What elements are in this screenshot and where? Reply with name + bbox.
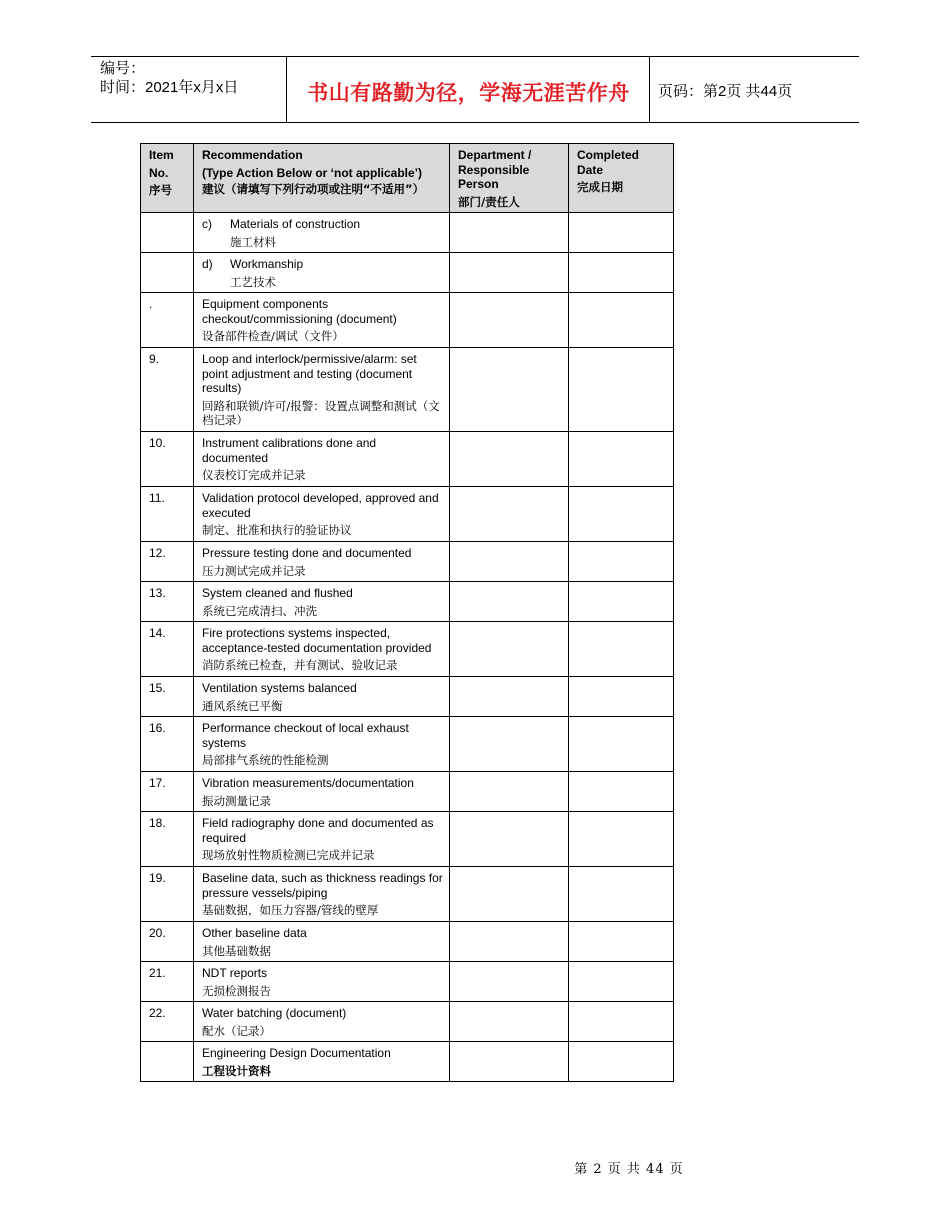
department-cell[interactable] [450, 1002, 569, 1042]
recommendation-cell [194, 542, 450, 582]
recommendation-english: Validation protocol developed, approved and executed [202, 491, 439, 520]
table-row [141, 867, 674, 922]
completed-date-cell[interactable] [569, 582, 674, 622]
recommendation-chinese: 无损检测报告 [202, 983, 271, 998]
recommendation-cell [194, 867, 450, 922]
item-number-cell [141, 213, 194, 253]
recommendation-cell [194, 1002, 450, 1042]
department-cell[interactable] [450, 293, 569, 348]
completed-date-cell[interactable] [569, 962, 674, 1002]
recommendation-cell [194, 293, 450, 348]
completed-date-cell[interactable] [569, 253, 674, 293]
completed-date-cell[interactable] [569, 348, 674, 432]
table-row [141, 213, 674, 253]
recommendation-english: NDT reports [202, 966, 268, 980]
table-row [141, 1002, 674, 1042]
item-number-cell: 21. [141, 962, 194, 1002]
department-cell[interactable] [450, 1042, 569, 1082]
item-number-cell: 15. [141, 677, 194, 717]
department-cell[interactable] [450, 962, 569, 1002]
recommendation-chinese: 工程设计资料 [202, 1063, 271, 1078]
recommendation-chinese: 消防系统已检查，并有测试、验收记录 [202, 658, 398, 672]
table-row [141, 622, 674, 677]
recommendation-english: Instrument calibrations done and documented [202, 436, 377, 465]
recommendation-chinese: 仪表校订完成并记录 [202, 468, 306, 482]
item-number-cell: 19. [141, 867, 194, 922]
recommendation-english: Pressure testing done and documented [202, 546, 412, 560]
department-cell[interactable] [450, 622, 569, 677]
sub-item-letter: c) [202, 217, 212, 231]
table-row [141, 542, 674, 582]
table-row [141, 348, 674, 432]
recommendation-cell [194, 348, 450, 432]
recommendation-chinese: 配水（记录） [202, 1023, 271, 1038]
department-cell[interactable] [450, 772, 569, 812]
table-row [141, 717, 674, 772]
table-row [141, 772, 674, 812]
recommendation-english: Ventilation systems balanced [202, 681, 357, 695]
recommendation-chinese: 施工材料 [230, 234, 276, 249]
item-number-cell: 9. [141, 348, 194, 432]
department-cell[interactable] [450, 867, 569, 922]
header-department: Department / Responsible Person 部门/责任人 [450, 144, 569, 213]
table-row [141, 812, 674, 867]
item-number-cell: 13. [141, 582, 194, 622]
recommendation-cell [194, 213, 450, 253]
table-row [141, 922, 674, 962]
header-bottom-rule [91, 122, 859, 123]
table-header-row [141, 144, 674, 213]
department-cell[interactable] [450, 253, 569, 293]
recommendation-cell [194, 922, 450, 962]
code-label: 编号： [100, 60, 146, 77]
table-row [141, 432, 674, 487]
recommendation-english: Performance checkout of local exhaust systems [202, 721, 409, 750]
header-motto: 书山有路勤为径，学海无涯苦作舟 [307, 81, 630, 105]
recommendation-chinese: 基础数据，如压力容器/管线的壁厚 [202, 903, 379, 917]
recommendation-chinese: 工艺技术 [230, 274, 276, 289]
completed-date-cell[interactable] [569, 432, 674, 487]
completed-date-cell[interactable] [569, 1042, 674, 1082]
recommendation-english: Engineering Design Documentation [202, 1046, 391, 1060]
item-number-cell: 14. [141, 622, 194, 677]
recommendation-english: Workmanship [230, 257, 304, 271]
sub-item-letter: d) [202, 257, 213, 271]
recommendation-cell [194, 962, 450, 1002]
time-label: 时间：2021年x月x日 [100, 79, 239, 96]
completed-date-cell[interactable] [569, 717, 674, 772]
table-body [141, 213, 674, 1082]
recommendation-chinese: 现场放射性物质检测已完成并记录 [202, 848, 375, 862]
completed-date-cell[interactable] [569, 622, 674, 677]
completed-date-cell[interactable] [569, 542, 674, 582]
recommendation-chinese: 局部排气系统的性能检测 [202, 753, 329, 767]
recommendation-chinese: 设备部件检查/调试（文件） [202, 329, 344, 343]
table-row [141, 487, 674, 542]
item-number-cell: 17. [141, 772, 194, 812]
item-number-cell: 10. [141, 432, 194, 487]
recommendation-chinese: 回路和联锁/许可/报警：设置点调整和测试（文档记录） [202, 398, 440, 427]
item-number-cell: 11. [141, 487, 194, 542]
recommendation-chinese: 通风系统已平衡 [202, 698, 283, 713]
department-cell[interactable] [450, 542, 569, 582]
header-completed-date: Completed Date 完成日期 [569, 144, 674, 213]
recommendation-english: Water batching (document) [202, 1006, 347, 1020]
item-number-cell: 18. [141, 812, 194, 867]
table-row [141, 293, 674, 348]
department-cell[interactable] [450, 432, 569, 487]
recommendation-english: Field radiography done and documented as required [202, 816, 434, 845]
department-cell[interactable] [450, 348, 569, 432]
recommendation-cell [194, 432, 450, 487]
recommendation-chinese: 压力测试完成并记录 [202, 563, 306, 578]
department-cell[interactable] [450, 717, 569, 772]
department-cell[interactable] [450, 812, 569, 867]
header-recommendation: Recommendation (Type Action Below or ‘not applicable’) 建议（请填写下列行动项或注明“不适用”） [194, 144, 450, 213]
recommendation-cell [194, 253, 450, 293]
item-number-cell: 12. [141, 542, 194, 582]
department-cell[interactable] [450, 213, 569, 253]
table-row [141, 677, 674, 717]
recommendation-cell [194, 487, 450, 542]
recommendation-english: System cleaned and flushed [202, 586, 353, 600]
footer-page-number: 第 2 页 共 44 页 [574, 1162, 684, 1177]
recommendation-english: Loop and interlock/permissive/alarm: set point adjustment and testing (document results) [202, 352, 417, 395]
recommendation-cell [194, 622, 450, 677]
completed-date-cell[interactable] [569, 487, 674, 542]
header-page-number: 页码：第2页 共44页 [658, 83, 793, 100]
completed-date-cell[interactable] [569, 812, 674, 867]
table-row [141, 962, 674, 1002]
table-row [141, 1042, 674, 1082]
completed-date-cell[interactable] [569, 922, 674, 962]
header-meta [100, 59, 238, 97]
table-row [141, 253, 674, 293]
completed-date-cell[interactable] [569, 867, 674, 922]
item-number-cell: 20. [141, 922, 194, 962]
recommendation-cell [194, 1042, 450, 1082]
header-item-no: Item No. 序号 [141, 144, 194, 213]
recommendation-cell [194, 717, 450, 772]
department-cell[interactable] [450, 922, 569, 962]
completed-date-cell[interactable] [569, 213, 674, 253]
department-cell[interactable] [450, 487, 569, 542]
header-top-rule [91, 56, 859, 57]
recommendation-english: Fire protections systems inspected, acceptance-tested documentation provided [202, 626, 432, 655]
department-cell[interactable] [450, 582, 569, 622]
item-number-cell: 16. [141, 717, 194, 772]
recommendation-english: Other baseline data [202, 926, 307, 940]
recommendation-chinese: 系统已完成清扫、冲洗 [202, 603, 317, 618]
checklist-table [140, 143, 674, 1082]
table-row [141, 582, 674, 622]
item-number-cell [141, 1042, 194, 1082]
item-number-cell: . [141, 293, 194, 348]
recommendation-english: Equipment components checkout/commissioning (document) [202, 297, 397, 326]
department-cell[interactable] [450, 677, 569, 717]
item-number-cell [141, 253, 194, 293]
recommendation-cell [194, 582, 450, 622]
recommendation-cell [194, 772, 450, 812]
completed-date-cell[interactable] [569, 1002, 674, 1042]
recommendation-english: Baseline data, such as thickness readings for pressure vessels/piping [202, 871, 443, 900]
recommendation-chinese: 其他基础数据 [202, 943, 271, 958]
recommendation-english: Vibration measurements/documentation [202, 776, 414, 790]
item-number-cell: 22. [141, 1002, 194, 1042]
recommendation-english: Materials of construction [230, 217, 361, 231]
completed-date-cell[interactable] [569, 677, 674, 717]
recommendation-cell [194, 812, 450, 867]
recommendation-cell [194, 677, 450, 717]
recommendation-chinese: 振动测量记录 [202, 793, 271, 808]
completed-date-cell[interactable] [569, 772, 674, 812]
completed-date-cell[interactable] [569, 293, 674, 348]
recommendation-chinese: 制定、批准和执行的验证协议 [202, 523, 352, 537]
